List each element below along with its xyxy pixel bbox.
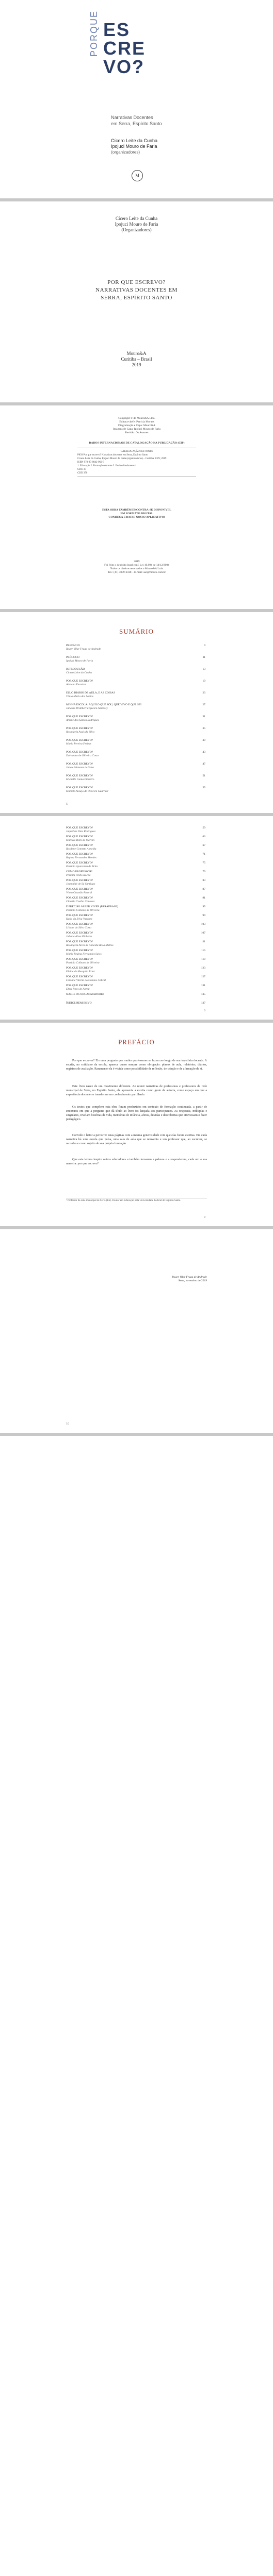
page-number: 5 bbox=[66, 803, 68, 806]
toc-entry-title: POR QUE ESCREVO? bbox=[66, 826, 93, 829]
colophon-line: Todos os direitos reservados a Mouro&A Ltda. bbox=[110, 567, 164, 570]
toc-entry[interactable] bbox=[66, 870, 205, 877]
toc-entry[interactable] bbox=[66, 656, 205, 663]
page-number: 6 bbox=[204, 1009, 205, 1012]
toc-entry-page: 9 bbox=[204, 644, 205, 647]
toc-entry[interactable] bbox=[66, 762, 205, 770]
title-page-publisher bbox=[0, 351, 273, 368]
cip-box bbox=[77, 448, 196, 477]
toc-entry-author: Juliana Alves Pinheiro bbox=[66, 935, 92, 938]
toc-entry-page: 79 bbox=[202, 870, 205, 873]
toc-entry-title: POR QUE ESCREVO? bbox=[66, 949, 93, 952]
toc-entry-author: Rosilene Cometto Almeida bbox=[66, 848, 97, 851]
toc-entry-title: POR QUE ESCREVO? bbox=[66, 975, 93, 978]
cip-line: 1. Educação 2. Formação docente 3. Ensino fundamental bbox=[77, 465, 136, 467]
colophon-credits bbox=[77, 417, 196, 435]
toc-entry-title: POR QUE ESCREVO? bbox=[66, 861, 93, 865]
page-number: 9 bbox=[204, 1216, 205, 1219]
toc-entry-page: 39 bbox=[202, 739, 205, 742]
colophon-line: Foi feito o depósito legal conf. Lei 10.994 de 14/12/2004 bbox=[104, 564, 169, 567]
signature-place: Serra, novembro de 2019 bbox=[178, 1279, 207, 1282]
preface-page bbox=[0, 1023, 273, 1226]
toc-entry-page: 35 bbox=[202, 727, 205, 730]
toc-entry-title: POR QUE ESCREVO? bbox=[66, 715, 93, 718]
toc-entry-author: Liliane da Silva Costa bbox=[66, 926, 92, 929]
toc-entry-title: POR QUE ESCREVO? bbox=[66, 680, 93, 683]
toc-entry-author: Michelle Gama Pinheiro bbox=[66, 778, 94, 781]
summary-page-1 bbox=[0, 612, 273, 813]
cip-line: CDD 370 bbox=[77, 472, 88, 474]
preface-paragraph: Que esta leitura inspire outros educadores a também tomarem a palavra e a responderem, cada um à sua maneira: por que escrevo? bbox=[66, 1158, 207, 1165]
toc-entry-author: Elma Pires de Abreu bbox=[66, 988, 90, 991]
preface-paragraph: Este livro nasce de um movimento diferente. Ao reunir narrativas de professoras e professores da rede municipal de Serra, no Espírito Santo, ele apresenta a escrita como gesto de autoria, como espaço em que a experiência docente se transforma em conhecimento partilhado. bbox=[66, 1085, 207, 1096]
credit-line: Imagens de Capa: Ipojuci Mouro de Faria bbox=[113, 428, 160, 431]
toc-entry-page: 123 bbox=[201, 967, 205, 970]
toc-entry-title: POR QUE ESCREVO? bbox=[66, 984, 93, 987]
credit-line: Revisão: Os Autores bbox=[125, 431, 149, 434]
toc-entry-title: POR QUE ESCREVO? bbox=[66, 762, 93, 766]
toc-entry-title: PREFÁCIO bbox=[66, 644, 80, 647]
toc-entry-page: 83 bbox=[202, 879, 205, 882]
toc-entry-author: Tânia Maria dos Santos bbox=[66, 695, 94, 698]
preface-footnote: ¹ Professor da rede municipal de Serra (ES). Doutor em Educação pela Universidade Federal do Espírito Santo. bbox=[66, 1198, 207, 1203]
toc-entry[interactable] bbox=[66, 1002, 205, 1005]
cover-subtitle-line: em Serra, Espírito Santo bbox=[111, 121, 162, 126]
cip-line: CDU 37 bbox=[77, 468, 86, 471]
toc-entry-author: Ipojuci Mouro de Faria bbox=[66, 659, 93, 663]
toc-entry-author: Claudia Coelho Canossa bbox=[66, 900, 95, 903]
preface-paragraph: Por que escrever? Eis uma pergunta que muitos professores se fazem ao longo de sua trajetória docente. A escrita, no cotidiano da escola, aparece quase sempre como obrigação: planos de aula, relatórios, diários, registros de avaliação. Raramente ela é vivida como possibilidade de reflexão, de criação e de afirmação de si. bbox=[66, 1059, 207, 1071]
toc-entry-title: POR QUE ESCREVO? bbox=[66, 786, 93, 789]
toc-entry-title: POR QUE ESCREVO? bbox=[66, 835, 93, 838]
toc-entry[interactable] bbox=[66, 888, 205, 895]
blank-page bbox=[0, 1436, 273, 2576]
toc-entry-author: Patrícia Aparecida de Brito bbox=[66, 865, 98, 868]
toc-entry[interactable] bbox=[66, 727, 205, 734]
publisher-year: 2019 bbox=[132, 362, 141, 367]
publisher-logo-icon: M bbox=[132, 170, 143, 181]
page-number: 10 bbox=[66, 1422, 69, 1426]
cover-logo-word: ES CRE VO? bbox=[103, 19, 146, 77]
toc-entry-author: Marcelo Rolli de Martim bbox=[66, 839, 94, 842]
preface-page-2 bbox=[0, 1229, 273, 1433]
toc-entry-author: Patrícia Colbano de Oliveira bbox=[66, 961, 100, 964]
publisher-name: Mouro&A bbox=[126, 351, 147, 356]
toc-entry-title: POR QUE ESCREVO? bbox=[66, 739, 93, 742]
toc-entry[interactable] bbox=[66, 984, 205, 991]
toc-entry-page: 43 bbox=[202, 751, 205, 754]
title-line: NARRATIVAS DOCENTES EM bbox=[95, 287, 178, 293]
toc-entry-title: POR QUE ESCREVO? bbox=[66, 958, 93, 961]
toc-entry-author: Kátia da Silva Vasques bbox=[66, 918, 92, 921]
publisher-city: Curitiba – Brasil bbox=[121, 357, 152, 362]
toc-entry-page: 111 bbox=[201, 940, 205, 943]
toc-entry-title: PRÓLOGO bbox=[66, 656, 79, 659]
toc-entry-title: POR QUE ESCREVO? bbox=[66, 896, 93, 900]
toc-entry-title: POR QUE ESCREVO? bbox=[66, 923, 93, 926]
toc-entry-page: 91 bbox=[202, 896, 205, 900]
toc-entry-page: 47 bbox=[202, 762, 205, 766]
toc-entry[interactable] bbox=[66, 940, 205, 947]
toc-entry[interactable] bbox=[66, 958, 205, 965]
preface-signature bbox=[66, 1276, 207, 1283]
toc-entry[interactable] bbox=[66, 993, 205, 996]
toc-entry-title: POR QUE ESCREVO? bbox=[66, 914, 93, 917]
toc-entry-author: Ariane dos Santos Rodrigues bbox=[66, 719, 100, 722]
toc-entry-title: POR QUE ESCREVO? bbox=[66, 931, 93, 935]
cover-logo-side: PORQUE bbox=[89, 10, 99, 57]
toc-entry[interactable] bbox=[66, 914, 205, 921]
toc-entry-page: 13 bbox=[202, 668, 205, 671]
toc-entry-author: Rosângela Alves de Almeida Rosa Mattos bbox=[66, 944, 114, 947]
toc-entry-title: POR QUE ESCREVO? bbox=[66, 844, 93, 847]
colophon-line: Tel.: (41) 3039-6418 – E-mail: sac@mouro.com.br bbox=[107, 571, 166, 574]
toc-entry[interactable] bbox=[66, 826, 205, 834]
toc-entry-author: Janaína Drabbert Figueira Ambrosy bbox=[66, 707, 108, 710]
cover-organizers: (organizadores) bbox=[111, 150, 140, 155]
preface-paragraph: Convido o leitor a percorrer estas páginas com a mesma generosidade com que elas foram escritas. Em cada narrativa há uma escola que pulsa, uma sala de aula que se reinventa e um professor que, ao escrever, se reconhece como sujeito de sua própria formação. bbox=[66, 1134, 207, 1145]
toc-entry-author: Priscila Pinho Rocha bbox=[66, 874, 91, 877]
cover-author: Cícero Leite da Cunha bbox=[111, 138, 158, 143]
toc-entry-author: Patrícia Colbano de Oliveira bbox=[66, 909, 100, 912]
toc-entry[interactable] bbox=[66, 861, 205, 869]
toc-entry-page: 95 bbox=[202, 905, 205, 908]
credit-line: Diagramação e Capa: Mouro&A bbox=[118, 424, 155, 427]
toc-entry-title: É PRECISO SABER VIVER (PARÁFRASE) bbox=[66, 905, 118, 908]
toc-entry[interactable] bbox=[66, 896, 205, 904]
toc-entry[interactable] bbox=[66, 739, 205, 746]
toc-entry-page: 59 bbox=[202, 826, 205, 829]
toc-entry[interactable] bbox=[66, 967, 205, 974]
toc-entry-title: POR QUE ESCREVO? bbox=[66, 888, 93, 891]
cip-line: CATALOGAÇÃO NA FONTE bbox=[120, 450, 153, 453]
toc-entry-author: Roger Vilar Fraga de Andrade bbox=[66, 648, 101, 651]
toc-entry-title: POR QUE ESCREVO? bbox=[66, 853, 93, 856]
toc-entry-page: 107 bbox=[201, 931, 205, 935]
toc-entry-page: 103 bbox=[201, 923, 205, 926]
toc-entry-page: 87 bbox=[202, 888, 205, 891]
title-line: POR QUE ESCREVO? bbox=[107, 279, 166, 285]
cover-authors bbox=[111, 138, 157, 155]
cip-line: P839 Por que escrevo? Narrativas docentes em Serra, Espírito Santo bbox=[77, 454, 148, 456]
toc-entry-author: Jaqueline Dias Rodrigues bbox=[66, 830, 96, 833]
title-page-organizers: (Organizadores) bbox=[121, 227, 152, 232]
toc-entry-author: Adriana Ferreira bbox=[66, 683, 86, 686]
colophon-page bbox=[0, 405, 273, 609]
toc-entry-title: POR QUE ESCREVO? bbox=[66, 967, 93, 970]
title-page-author: Cícero Leite da Cunha bbox=[115, 216, 158, 221]
toc-entry-title: SOBRE OS ORGANIZADORES bbox=[66, 993, 105, 996]
toc-entry-title: ÍNDICE REMISSIVO bbox=[66, 1002, 92, 1005]
cip-title: DADOS INTERNACIONAIS DE CATALOGAÇÃO NA PUBLICAÇÃO (CIP) bbox=[89, 442, 185, 445]
summary-heading: SUMÁRIO bbox=[119, 628, 154, 635]
cip-line: Cícero Leite da Cunha, Ipojuci Mouro de Faria (organizadores) – Curitiba: CRV, 2019 bbox=[77, 457, 167, 460]
toc-entry-author: Fabiane Vitória dos Santos Cabral bbox=[66, 979, 106, 982]
toc-entry[interactable] bbox=[66, 949, 205, 956]
toc-entry-author: Josenaide de Sá Santiago bbox=[66, 883, 95, 886]
toc-entry-author: Cícero Leite da Cunha bbox=[66, 671, 92, 674]
signature-name: Roger Vilar Fraga de Andrade bbox=[172, 1276, 207, 1279]
toc-entry-page: 135 bbox=[201, 993, 205, 996]
colophon-digital bbox=[77, 509, 196, 519]
summary-page-2 bbox=[0, 816, 273, 1020]
title-page-title bbox=[31, 279, 242, 302]
toc-entry-title: EU, O DIÁRIO DE AULA, E AS COISAS bbox=[66, 691, 115, 694]
toc-entry-page: 131 bbox=[201, 984, 205, 987]
cover-page bbox=[0, 0, 273, 198]
toc-entry[interactable] bbox=[66, 879, 205, 886]
colophon-line: ESTA OBRA TAMBÉM ENCONTRA-SE DISPONÍVEL bbox=[102, 509, 171, 512]
toc-entry-title: INTRODUÇÃO bbox=[66, 668, 85, 671]
credit-line: Copyright © de Mouro&A Ltda. bbox=[118, 417, 155, 420]
toc-entry[interactable] bbox=[66, 703, 205, 710]
toc-entry-title: POR QUE ESCREVO? bbox=[66, 879, 93, 882]
toc-entry-page: 67 bbox=[202, 844, 205, 847]
cip-line: ISBN 978-85-8042-962-8 bbox=[77, 461, 104, 464]
toc-entry[interactable] bbox=[66, 905, 205, 912]
toc-entry[interactable] bbox=[66, 786, 205, 793]
title-page bbox=[0, 201, 273, 402]
colophon-line: EM FORMATO DIGITAL bbox=[120, 512, 153, 515]
toc-entry-page: 55 bbox=[202, 786, 205, 789]
toc-entry-title: POR QUE ESCREVO? bbox=[66, 940, 93, 943]
cover-logo bbox=[89, 10, 170, 77]
toc-entry[interactable] bbox=[66, 751, 205, 758]
cover-subtitle bbox=[111, 114, 162, 127]
cover-subtitle-line: Narrativas Docentes bbox=[111, 115, 153, 120]
toc-entry-page: 19 bbox=[202, 680, 205, 683]
toc-entry-page: 137 bbox=[201, 1002, 205, 1005]
toc-entry-title: POR QUE ESCREVO? bbox=[66, 774, 93, 777]
toc-entry-page: 11 bbox=[202, 656, 205, 659]
toc-entry-title: POR QUE ESCREVO? bbox=[66, 751, 93, 754]
toc-entry-author: Regina Fernandes Mendes bbox=[66, 856, 97, 859]
toc-entry[interactable] bbox=[66, 774, 205, 782]
toc-entry[interactable] bbox=[66, 835, 205, 842]
preface-heading: PREFÁCIO bbox=[118, 1038, 155, 1046]
title-page-authors bbox=[0, 216, 273, 233]
toc-entry-page: 75 bbox=[202, 861, 205, 865]
title-line: SERRA, ESPÍRITO SANTO bbox=[101, 295, 172, 301]
toc-entry-author: Janete Menezes da Silva bbox=[66, 766, 94, 769]
toc-entry-author: Maria Regina Fernandes Sales bbox=[66, 953, 102, 956]
toc-entry[interactable] bbox=[66, 691, 205, 699]
colophon-legal bbox=[77, 560, 196, 574]
toc-entry[interactable] bbox=[66, 923, 205, 930]
toc-entry-page: 31 bbox=[202, 715, 205, 718]
toc-entry-author: Dalvanira de Oliveira Costa bbox=[66, 754, 99, 757]
credit-line: Editora-chefe: Patricia Moraes bbox=[119, 420, 154, 423]
toc-entry-page: 99 bbox=[202, 914, 205, 917]
toc-entry-author: Vilma Gusmão Ricardi bbox=[66, 891, 92, 894]
title-page-author: Ipojuci Mouro de Faria bbox=[115, 222, 158, 227]
toc-entry-author: Mariele Araújo de Oliveira Guarnier bbox=[66, 790, 109, 793]
toc-entry-author: Maria Pereira Freitas bbox=[66, 742, 91, 745]
toc-entry-title: COMO PROFESSOR? bbox=[66, 870, 93, 873]
toc-entry-page: 119 bbox=[201, 958, 205, 961]
toc-entry-title: POR QUE ESCREVO? bbox=[66, 727, 93, 730]
toc-entry-author: Rosangela Assis da Silva bbox=[66, 731, 95, 734]
toc-entry[interactable] bbox=[66, 680, 205, 687]
preface-paragraph: Os textos que compõem esta obra foram produzidos em contexto de formação continuada, a partir de encontros em que a pergunta que dá título ao livro foi lançada aos participantes. As respostas, múltiplas e singulares, revelam histórias de vida, memórias de infância, afetos, dúvidas e descobertas que atravessam o fazer pedagógico. bbox=[66, 1106, 207, 1121]
toc-entry-page: 51 bbox=[202, 774, 205, 777]
toc-entry-title: MINHA ESCOLA: AQUILO QUE SOU, QUE VIVO E QUE SEI bbox=[66, 703, 141, 706]
toc-entry-page: 71 bbox=[202, 853, 205, 856]
toc-entry[interactable] bbox=[66, 844, 205, 851]
toc-entry[interactable] bbox=[66, 644, 205, 651]
toc-entry[interactable] bbox=[66, 853, 205, 860]
toc-entry-page: 127 bbox=[201, 975, 205, 978]
colophon-line: CONHEÇA E BAIXE NOSSO APLICATIVO! bbox=[108, 516, 165, 519]
toc-entry-author: Elaine de Mesquita Prior bbox=[66, 970, 95, 973]
toc-entry-page: 63 bbox=[202, 835, 205, 838]
toc-entry-page: 23 bbox=[202, 691, 205, 694]
colophon-line: 2019 bbox=[134, 560, 140, 563]
toc-entry[interactable] bbox=[66, 931, 205, 939]
toc-entry-page: 27 bbox=[202, 703, 205, 706]
toc-entry[interactable] bbox=[66, 668, 205, 675]
cover-author: Ipojuci Mouro de Faria bbox=[111, 144, 157, 149]
toc-entry[interactable] bbox=[66, 975, 205, 982]
toc-entry-page: 115 bbox=[201, 949, 205, 952]
toc-entry[interactable] bbox=[66, 715, 205, 722]
